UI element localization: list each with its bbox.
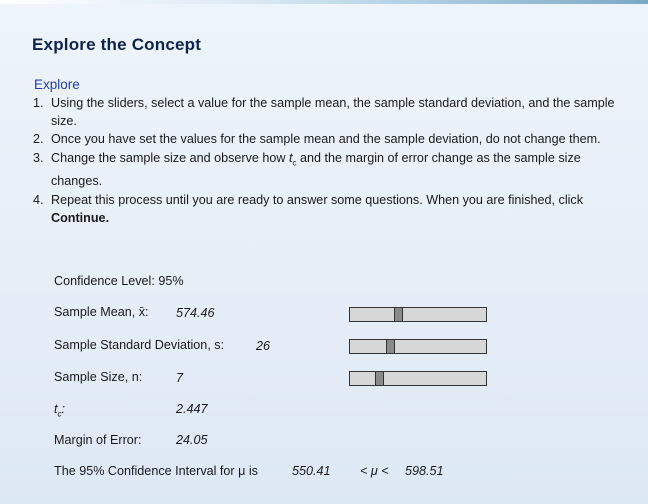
sample-sd-label: Sample Standard Deviation, s: — [54, 338, 225, 352]
sample-mean-value: 574.46 — [176, 306, 215, 320]
confidence-interval-label: The 95% Confidence Interval for μ is — [54, 464, 258, 478]
instruction-item: 3. Change the sample size and observe how $t_c$ and the margin of error change as the sample size changes. — [33, 150, 581, 189]
instruction-item: 4. Repeat this process until you are ready to answer some questions. When you are finished, click Continue. — [33, 192, 584, 225]
instruction-item: 2. Once you have set the values for the sample mean and the sample deviation, do not change them. — [33, 132, 601, 147]
margin-of-error-label: Margin of Error: — [54, 433, 142, 447]
page-title: Explore the Concept — [32, 35, 202, 54]
ci-upper-value: 598.51 — [405, 464, 444, 478]
sample-sd-slider-thumb[interactable] — [386, 339, 395, 354]
sample-mean-slider[interactable] — [349, 307, 487, 322]
sample-sd-slider[interactable] — [349, 339, 487, 354]
margin-of-error-value: 24.05 — [176, 433, 208, 447]
sample-sd-value: 26 — [256, 339, 271, 353]
tc-label: $t_c$: — [54, 402, 65, 419]
confidence-level-label: Confidence Level: 95% — [54, 274, 184, 288]
sample-size-label: Sample Size, n: — [54, 370, 143, 384]
sample-mean-slider-thumb[interactable] — [394, 307, 403, 322]
continue-reference: Continue. — [51, 210, 110, 225]
top-accent-line — [0, 0, 648, 4]
sample-size-slider-thumb[interactable] — [375, 371, 384, 386]
explore-heading: Explore — [34, 77, 80, 92]
sample-size-value: 7 — [176, 371, 184, 385]
ci-mu-relation: < μ < — [360, 464, 389, 478]
instruction-item: 1. Using the sliders, select a value for the sample mean, the sample standard deviation, and the sample size. — [33, 96, 615, 129]
tc-value: 2.447 — [176, 402, 208, 416]
sample-mean-label: Sample Mean, x̄: — [54, 305, 149, 319]
sample-size-slider[interactable] — [349, 371, 487, 386]
ci-lower-value: 550.41 — [292, 464, 331, 478]
instruction-list — [33, 94, 623, 227]
